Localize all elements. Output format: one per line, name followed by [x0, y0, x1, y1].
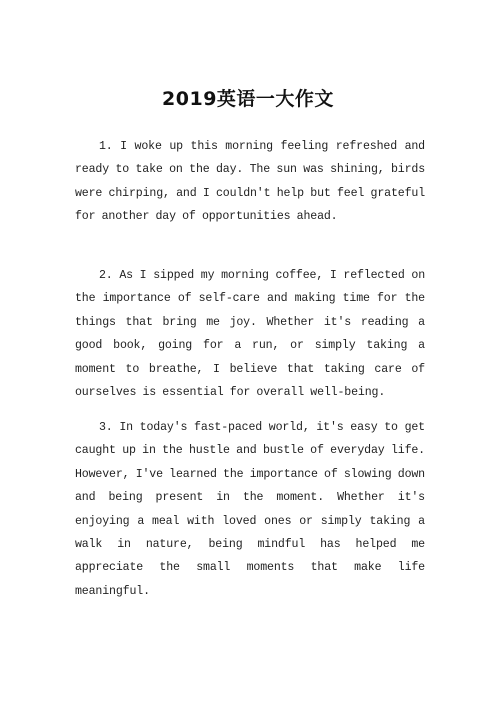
paragraph-2: 2. As I sipped my morning coffee, I reflected on the importance of self-care and making time for the things that bring me joy. Whether it's reading a good book, going for a run, or simply taking a moment to breathe, I believe that taking care of ourselves is essential for overall well-being.: [75, 269, 425, 400]
document-title: 2019英语一大作文: [162, 88, 334, 110]
paragraph-3: 3. In today's fast-paced world, it's easy to get caught up in the hustle and bustle of everyday life. However, I've learned the importance of slowing down and being present in the moment. Whether it's enjoying a meal with loved ones or simply taking a walk in nature, being mindful has helped me appreciate the small moments that make life meaningful.: [75, 421, 425, 598]
paragraph-1: 1. I woke up this morning feeling refreshed and ready to take on the day. The sun was shining, birds were chirping, and I couldn't help but feel grateful for another day of opportunities ahead.: [75, 140, 425, 224]
